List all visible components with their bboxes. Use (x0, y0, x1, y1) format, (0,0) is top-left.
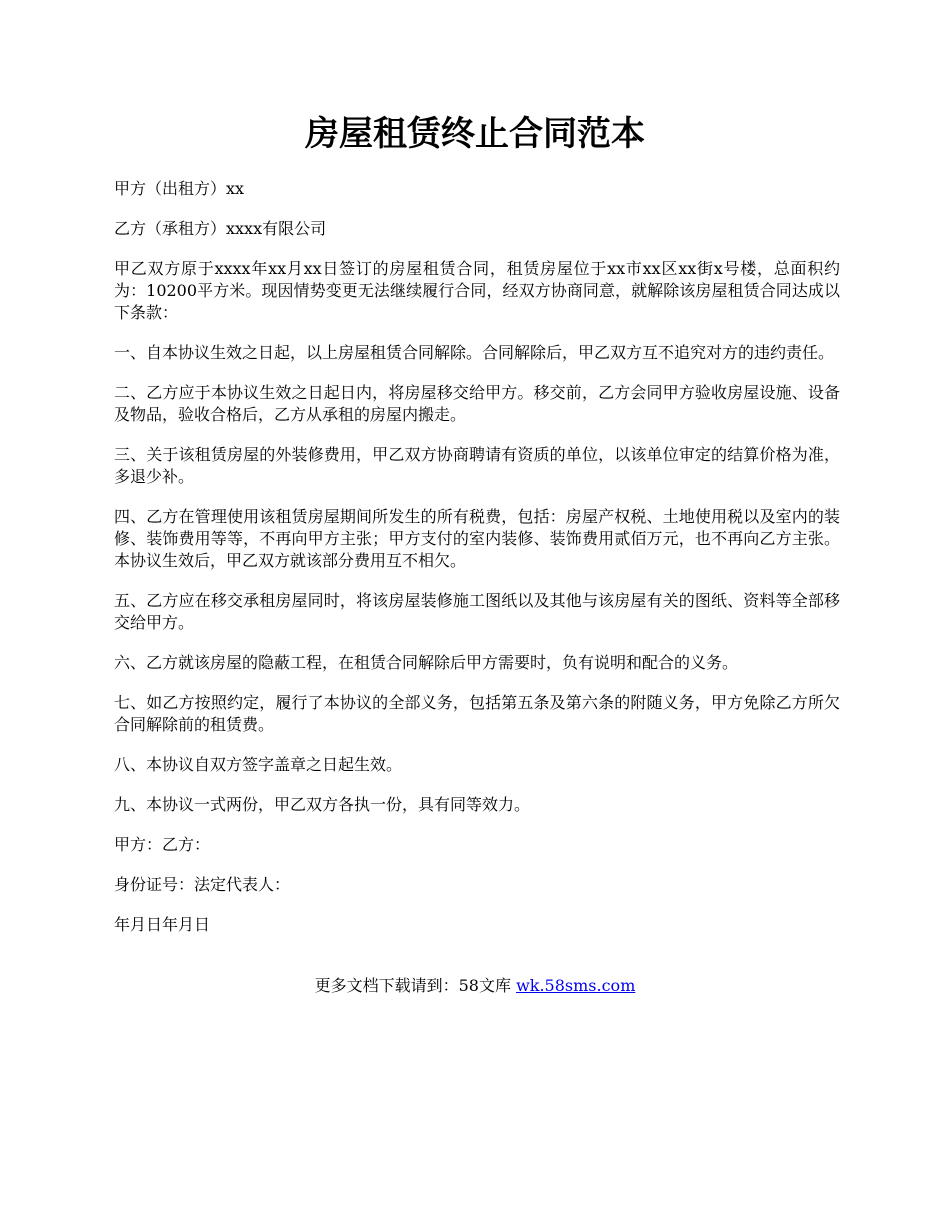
clause-5: 五、乙方应在移交承租房屋同时，将该房屋装修施工图纸以及其他与该房屋有关的图纸、资料等全部移交给甲方。 (114, 591, 840, 632)
signature-parties-line: 甲方：乙方： (114, 835, 211, 854)
clause-7: 七、如乙方按照约定，履行了本协议的全部义务，包括第五条及第六条的附随义务，甲方免除乙方所欠合同解除前的租赁费。 (114, 693, 840, 734)
document-body (114, 178, 840, 954)
signature-id-line: 身份证号：法定代表人： (114, 875, 291, 894)
clause-6: 六、乙方就该房屋的隐蔽工程，在租赁合同解除后甲方需要时，负有说明和配合的义务。 (114, 653, 739, 672)
footer-text: 更多文档下载请到：58文库 (314, 976, 517, 995)
clause-3: 三、关于该租赁房屋的外装修费用，甲乙双方协商聘请有资质的单位，以该单位审定的结算价格为准，多退少补。 (114, 445, 840, 486)
clause-9: 九、本协议一式两份，甲乙双方各执一份，具有同等效力。 (114, 795, 531, 814)
signature-date-line: 年月日年月日 (114, 915, 211, 934)
clause-2: 二、乙方应于本协议生效之日起日内，将房屋移交给甲方。移交前，乙方会同甲方验收房屋设施、设备及物品，验收合格后，乙方从承租的房屋内搬走。 (114, 383, 840, 424)
preamble-paragraph: 甲乙双方原于xxxx年xx月xx日签订的房屋租赁合同，租赁房屋位于xx市xx区xx街x号楼，总面积约为：10200平方米。现因情势变更无法继续履行合同，经双方协商同意，就解除该房屋租赁合同达成以下条款： (114, 259, 840, 322)
clause-1: 一、自本协议生效之日起，以上房屋租赁合同解除。合同解除后，甲乙双方互不追究对方的违约责任。 (114, 343, 835, 362)
footer (0, 975, 950, 997)
clause-4: 四、乙方在管理使用该租赁房屋期间所发生的所有税费，包括：房屋产权税、土地使用税以及室内的装修、装饰费用等等，不再向甲方主张；甲方支付的室内装修、装饰费用贰佰万元，也不再向乙方主张。本协议生效后，甲乙双方就该部分费用互不相欠。 (114, 507, 840, 570)
party-b-line: 乙方（承租方）xxxx有限公司 (114, 219, 327, 238)
document-title: 房屋租赁终止合同范本 (305, 114, 645, 154)
clause-8: 八、本协议自双方签字盖章之日起生效。 (114, 755, 403, 774)
party-a-line: 甲方（出租方）xx (114, 179, 245, 198)
footer-link[interactable]: wk.58sms.com (516, 976, 636, 995)
